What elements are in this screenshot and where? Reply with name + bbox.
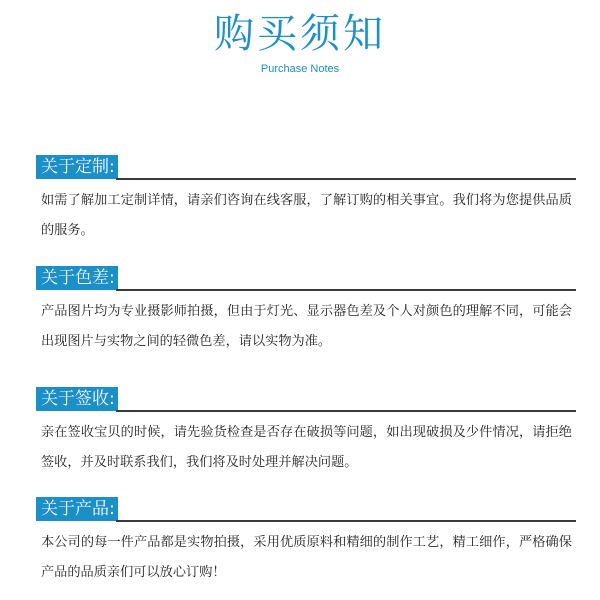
section-body: 本公司的每一件产品都是实物拍摄，采用优质原料和精细的制作工艺，精工细作，严格确保产品的品质亲们可以放心订购！ (41, 535, 572, 580)
section-heading-bar (36, 155, 576, 179)
section-heading-bar (36, 387, 576, 411)
section-heading-bar (36, 497, 576, 521)
section-divider (116, 520, 576, 522)
section-heading: 关于产品: (36, 497, 118, 521)
page-header (0, 8, 600, 76)
section-heading-bar (36, 266, 576, 290)
section-receipt (36, 387, 576, 478)
page-title: 购买须知 (214, 11, 386, 57)
section-body: 如需了解加工定制详情，请亲们咨询在线客服，了解订购的相关事宜。我们将为您提供品质的服务。 (41, 193, 572, 238)
section-heading: 关于定制: (36, 155, 118, 179)
section-heading: 关于色差: (36, 266, 118, 290)
page-subtitle: Purchase Notes (260, 63, 340, 75)
section-body: 产品图片均为专业摄影师拍摄，但由于灯光、显示器色差及个人对颜色的理解不同，可能会出现图片与实物之间的轻微色差，请以实物为准。 (41, 304, 572, 349)
section-product (36, 497, 576, 588)
section-color-difference (36, 266, 576, 357)
section-divider (116, 178, 576, 180)
section-customization (36, 155, 576, 246)
section-divider (116, 289, 576, 291)
section-body: 亲在签收宝贝的时候，请先验货检查是否存在破损等问题，如出现破损及少件情况，请拒绝签收，并及时联系我们，我们将及时处理并解决问题。 (41, 425, 572, 470)
section-divider (116, 410, 576, 412)
section-heading: 关于签收: (36, 387, 118, 411)
